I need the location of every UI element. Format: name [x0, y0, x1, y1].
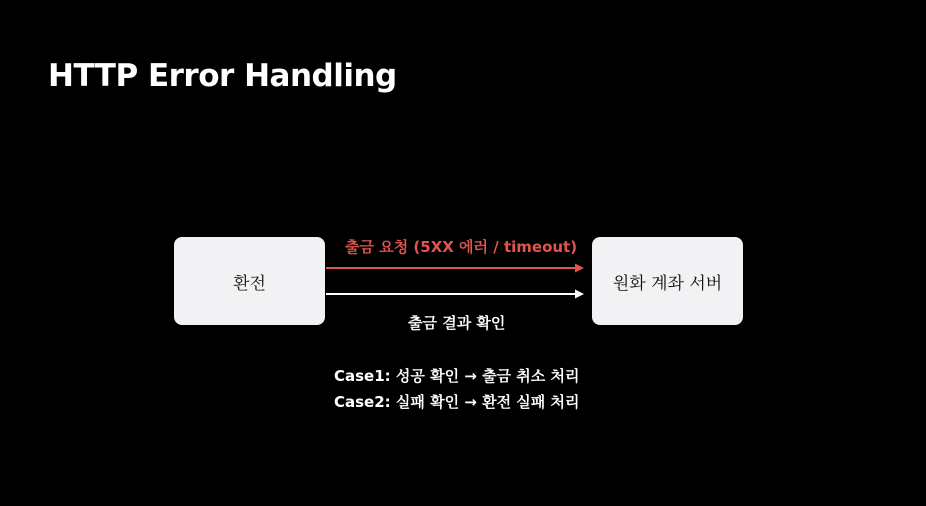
- exchange-node-label: 환전: [233, 273, 266, 294]
- request-arrow-label: 출금 요청 (5XX 에러 / timeout): [345, 238, 578, 256]
- krw-account-server-node-label: 원화 계좌 서버: [612, 273, 723, 294]
- confirm-arrow-label: 출금 결과 확인: [408, 314, 506, 332]
- case-1-text: Case1: 성공 확인 → 출금 취소 처리: [334, 367, 580, 385]
- confirm-arrow-head: [575, 290, 584, 299]
- case-2-text: Case2: 실패 확인 → 환전 실패 처리: [334, 393, 580, 411]
- page-title: HTTP Error Handling: [48, 58, 397, 94]
- request-arrow-head: [575, 264, 584, 273]
